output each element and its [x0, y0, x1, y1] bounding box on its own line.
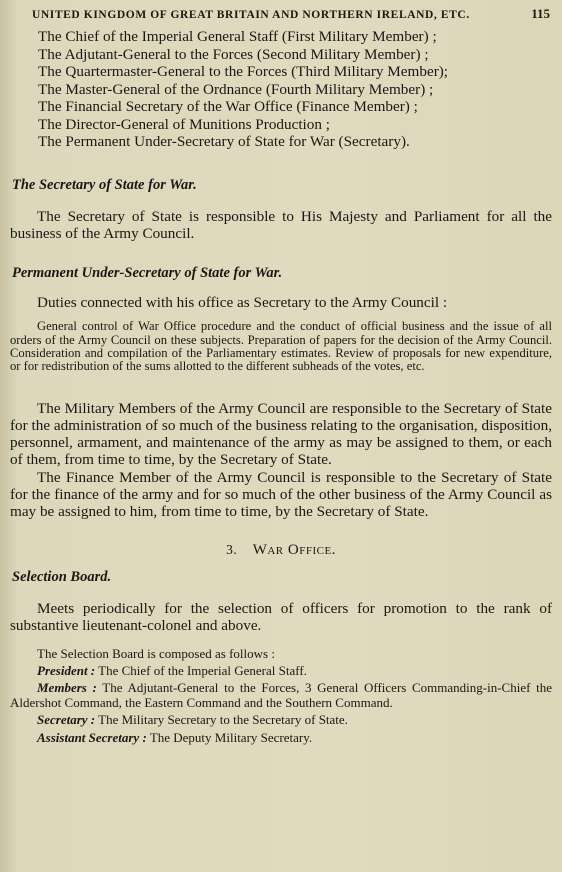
secretary-label: Secretary :	[37, 712, 96, 728]
assistant-secretary-value: The Deputy Military Secretary.	[149, 729, 313, 745]
assistant-secretary-line	[10, 731, 552, 745]
member-line: The Permanent Under-Secretary of State for War (Secretary).	[38, 133, 410, 150]
section-title: War Office.	[252, 542, 336, 559]
member-line: The Financial Secretary of the War Office (Finance Member) ;	[38, 98, 418, 115]
secretary-of-state-text: The Secretary of State is responsible to His Majesty and Parliament for all the business of the Army Council.	[10, 207, 552, 242]
section-number: 3.	[226, 542, 238, 558]
members-value: The Adjutant-General to the Forces, 3 General Officers Commanding-in-Chief the Aldershot Command, the Eastern Command and the Southern Command.	[10, 680, 552, 710]
president-label: President :	[37, 662, 96, 678]
member-line: The Adjutant-General to the Forces (Second Military Member) ;	[38, 45, 429, 63]
selection-board-text: Meets periodically for the selection of officers for promotion to the rank of substantive lieutenant-colonel and above.	[10, 600, 552, 635]
president-value: The Chief of the Imperial General Staff.	[98, 662, 307, 678]
members-label: Members :	[37, 680, 97, 696]
running-title: UNITED KINGDOM OF GREAT BRITAIN AND NORTHERN IRELAND, ETC.	[32, 9, 470, 21]
members-line	[10, 681, 552, 710]
secretary-of-state-heading: The Secretary of State for War.	[12, 176, 197, 193]
president-line	[10, 664, 552, 678]
duties-text: Duties connected with his office as Secretary to the Army Council :	[37, 293, 448, 311]
secretary-value: The Military Secretary to the Secretary of State.	[98, 712, 348, 728]
army-council-members-list	[38, 28, 552, 151]
assistant-secretary-label: Assistant Secretary :	[37, 729, 147, 745]
selection-board-heading: Selection Board.	[12, 569, 112, 586]
member-line: The Chief of the Imperial General Staff (First Military Member) ;	[38, 28, 437, 45]
military-members-paragraph: The Military Members of the Army Council are responsible to the Secretary of State for the administration of so much of the business relating to the organisation, disposition, personnel, armament, and maintenance of the army as may be assigned to them, or each of them, from time to time, by the Secretary of State.	[10, 399, 552, 469]
war-office-section-title	[10, 542, 552, 559]
selection-board-composed: The Selection Board is composed as follows :	[37, 645, 275, 661]
page-number: 115	[531, 6, 550, 21]
running-header	[32, 6, 552, 22]
member-line: The Master-General of the Ordnance (Fourth Military Member) ;	[38, 80, 434, 98]
member-line: The Quartermaster-General to the Forces (Third Military Member);	[38, 63, 449, 80]
member-line: The Director-General of Munitions Production ;	[38, 115, 330, 133]
duties-details: General control of War Office procedure and the conduct of official business and the issue of all orders of the Army Council on these subjects. Preparation of papers for the decision of the Army Council. Consideration and compilation of the Parliamentary estimates. Review of proposals for new expenditure, or for redistribution of the sums allotted to the different subheads of the votes, etc.	[10, 319, 552, 374]
permanent-under-secretary-heading: Permanent Under-Secretary of State for War.	[12, 264, 283, 281]
secretary-line	[10, 713, 552, 727]
finance-member-paragraph: The Finance Member of the Army Council is responsible to the Secretary of State for the finance of the army and for so much of the other business of the Army Council as may be assigned to him, from time to time, by the Secretary of State.	[10, 468, 552, 520]
